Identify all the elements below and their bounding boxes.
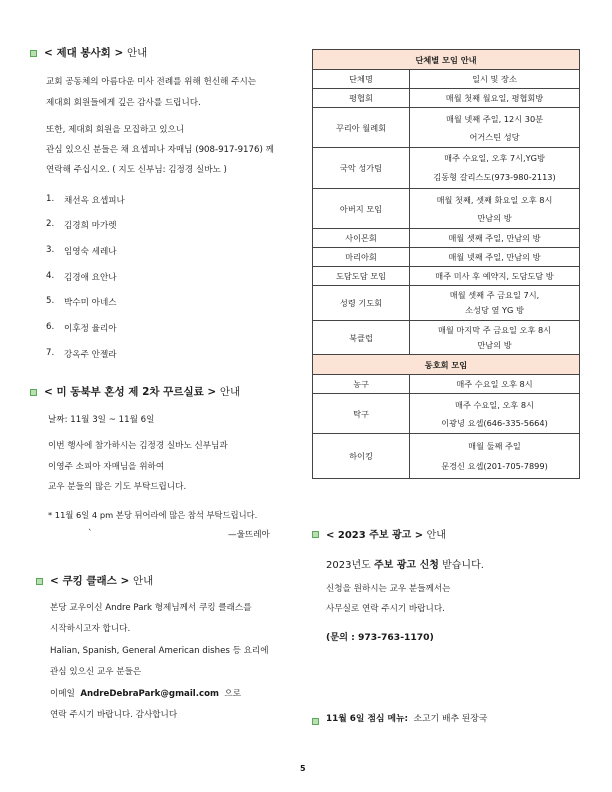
list-item: 임영숙 세레나 [64, 247, 117, 257]
group-schedule: 매주 수요일 오후 8시 [410, 375, 580, 394]
list-number: 2. [46, 219, 55, 229]
section-bullet-icon [312, 531, 319, 538]
list-number: 6. [46, 322, 55, 332]
table-row [313, 248, 580, 267]
group-name: 평협회 [313, 89, 410, 108]
group-name: 북클럽 [313, 321, 410, 355]
paragraph: 시작하시고자 합니다. [50, 624, 131, 634]
paragraph: Halian, Spanish, General American dishes 등 요리에 [50, 646, 269, 656]
paragraph: 관심 있으신 분들은 채 요셉피나 자매님 (908-917-9176) 께 [46, 145, 274, 155]
group-name: 마리아회 [313, 248, 410, 267]
group-name: 성령 기도회 [313, 286, 410, 321]
section-bullet-icon [36, 578, 43, 585]
group-name: 아버지 모임 [313, 189, 410, 229]
group-schedule: 매주 수요일, 오후 8시 이광녕 요셉(646-335-5664) [410, 394, 580, 434]
group-name: 도담도담 모임 [313, 267, 410, 286]
paragraph: 본당 교우이신 Andre Park 형제님께서 쿠킹 클래스를 [50, 603, 252, 613]
column-header: 일시 및 장소 [410, 70, 580, 89]
list-number: 5. [46, 296, 55, 306]
group-name: 국악 성가팀 [313, 148, 410, 189]
table-row [313, 267, 580, 286]
list-number: 1. [46, 194, 55, 204]
paragraph: 또한, 제대회 회원을 모집하고 있으니 [46, 125, 185, 135]
group-schedule: 매월 넷째 주일, 만남의 방 [410, 248, 580, 267]
lunch-menu: 11월 6일 점심 메뉴: 소고기 배추 된장국 [326, 714, 488, 724]
group-name: 꾸리아 월례회 [313, 108, 410, 148]
contact-phone: (문의 : 973-763-1170) [326, 632, 434, 643]
section-bullet-icon [30, 50, 37, 57]
paragraph: 교우 분들의 많은 기도 부탁드립니다. [48, 482, 187, 492]
paragraph: 신청을 원하시는 교우 분들께서는 [326, 584, 451, 594]
page-number: 5 [300, 764, 306, 773]
list-item: 김경애 요안나 [64, 273, 117, 283]
table-title: 단체별 모임 안내 [313, 50, 580, 70]
section-heading-altar: < 제대 봉사회 > 안내 [44, 47, 148, 59]
list-number: 3. [46, 245, 55, 255]
list-item: 박수미 아네스 [64, 298, 117, 308]
table-row [313, 434, 580, 479]
group-name: 탁구 [313, 394, 410, 434]
table-row [313, 286, 580, 321]
group-schedule: 매월 첫째 월요일, 평협회방 [410, 89, 580, 108]
email-link[interactable]: AndreDebraPark@gmail.com [80, 689, 219, 699]
group-schedule: 매월 첫째, 셋째 화요일 오후 8시 만남의 방 [410, 189, 580, 229]
group-name: 사이몬회 [313, 229, 410, 248]
section-heading-cursillo: < 미 동북부 혼성 제 2차 꾸르실료 > 안내 [44, 386, 241, 398]
column-header: 단체명 [313, 70, 410, 89]
paragraph: 이번 행사에 참가하시는 김정경 실바노 신부님과 [48, 441, 228, 451]
list-number: 4. [46, 271, 55, 281]
section-heading-cooking: < 쿠킹 클래스 > 안내 [50, 575, 154, 587]
section-bullet-icon [30, 389, 37, 396]
group-schedule: 매주 미사 후 예약지, 도담도담 방 [410, 267, 580, 286]
stray-mark: ` [88, 529, 93, 539]
note: * 11월 6일 4 pm 본당 뒤어라에 많은 참석 부탁드립니다. [48, 510, 258, 520]
table-row [313, 148, 580, 189]
table-row [313, 89, 580, 108]
table-row [313, 394, 580, 434]
list-item: 채선옥 요셉피나 [64, 196, 125, 206]
group-schedule: 매월 셋째 주일, 만남의 방 [410, 229, 580, 248]
group-schedule: 매월 셋째 주 금요일 7시, 소성당 옆 YG 방 [410, 286, 580, 321]
group-name: 농구 [313, 375, 410, 394]
group-schedule: 매월 둘째 주일 문경신 요셉(201-705-7899) [410, 434, 580, 479]
paragraph: 이영주 소피아 자매님을 위하여 [48, 462, 165, 472]
paragraph: 제대회 회원들에게 깊은 감사를 드립니다. [46, 98, 201, 108]
event-date: 날짜: 11월 3일 ~ 11월 6일 [48, 415, 155, 425]
paragraph: 연락해 주십시오. ( 지도 신부님: 김정경 실바노 ) [46, 165, 227, 175]
paragraph: 연락 주시기 바랍니다. 감사합니다 [50, 710, 178, 720]
group-name: 하이킹 [313, 434, 410, 479]
ad-announcement: 2023년도 주보 광고 신청 받습니다. [326, 560, 484, 571]
group-schedule: 매월 마지막 주 금요일 오후 8시 만남의 방 [410, 321, 580, 355]
list-item: 강옥주 안젤라 [64, 350, 117, 360]
table-row [313, 229, 580, 248]
section-heading-ad: < 2023 주보 광고 > 안내 [326, 530, 446, 541]
paragraph: 교회 공동체의 아름다운 미사 전례를 위해 헌신해 주시는 [46, 77, 257, 87]
group-schedule: 매월 넷째 주일, 12시 30분 어거스틴 성당 [410, 108, 580, 148]
paragraph: 사무실로 연락 주시기 바랍니다. [326, 604, 445, 614]
table-row [313, 108, 580, 148]
list-number: 7. [46, 348, 55, 358]
group-schedule-table [312, 49, 580, 479]
table-row [313, 375, 580, 394]
list-item: 이후정 율리아 [64, 324, 117, 334]
group-schedule: 매주 수요일, 오후 7시,YG방 김동형 갈리스도(973-980-2113) [410, 148, 580, 189]
hobby-section-title: 동호회 모임 [313, 355, 580, 375]
signature: —울뜨레아 [228, 530, 270, 540]
table-row [313, 189, 580, 229]
contact-line: 이메일 AndreDebraPark@gmail.com 으로 [50, 689, 242, 699]
paragraph: 관심 있으신 교우 분들은 [50, 667, 142, 677]
list-item: 김경희 마가렛 [64, 221, 117, 231]
section-bullet-icon [312, 718, 319, 725]
table-row [313, 321, 580, 355]
